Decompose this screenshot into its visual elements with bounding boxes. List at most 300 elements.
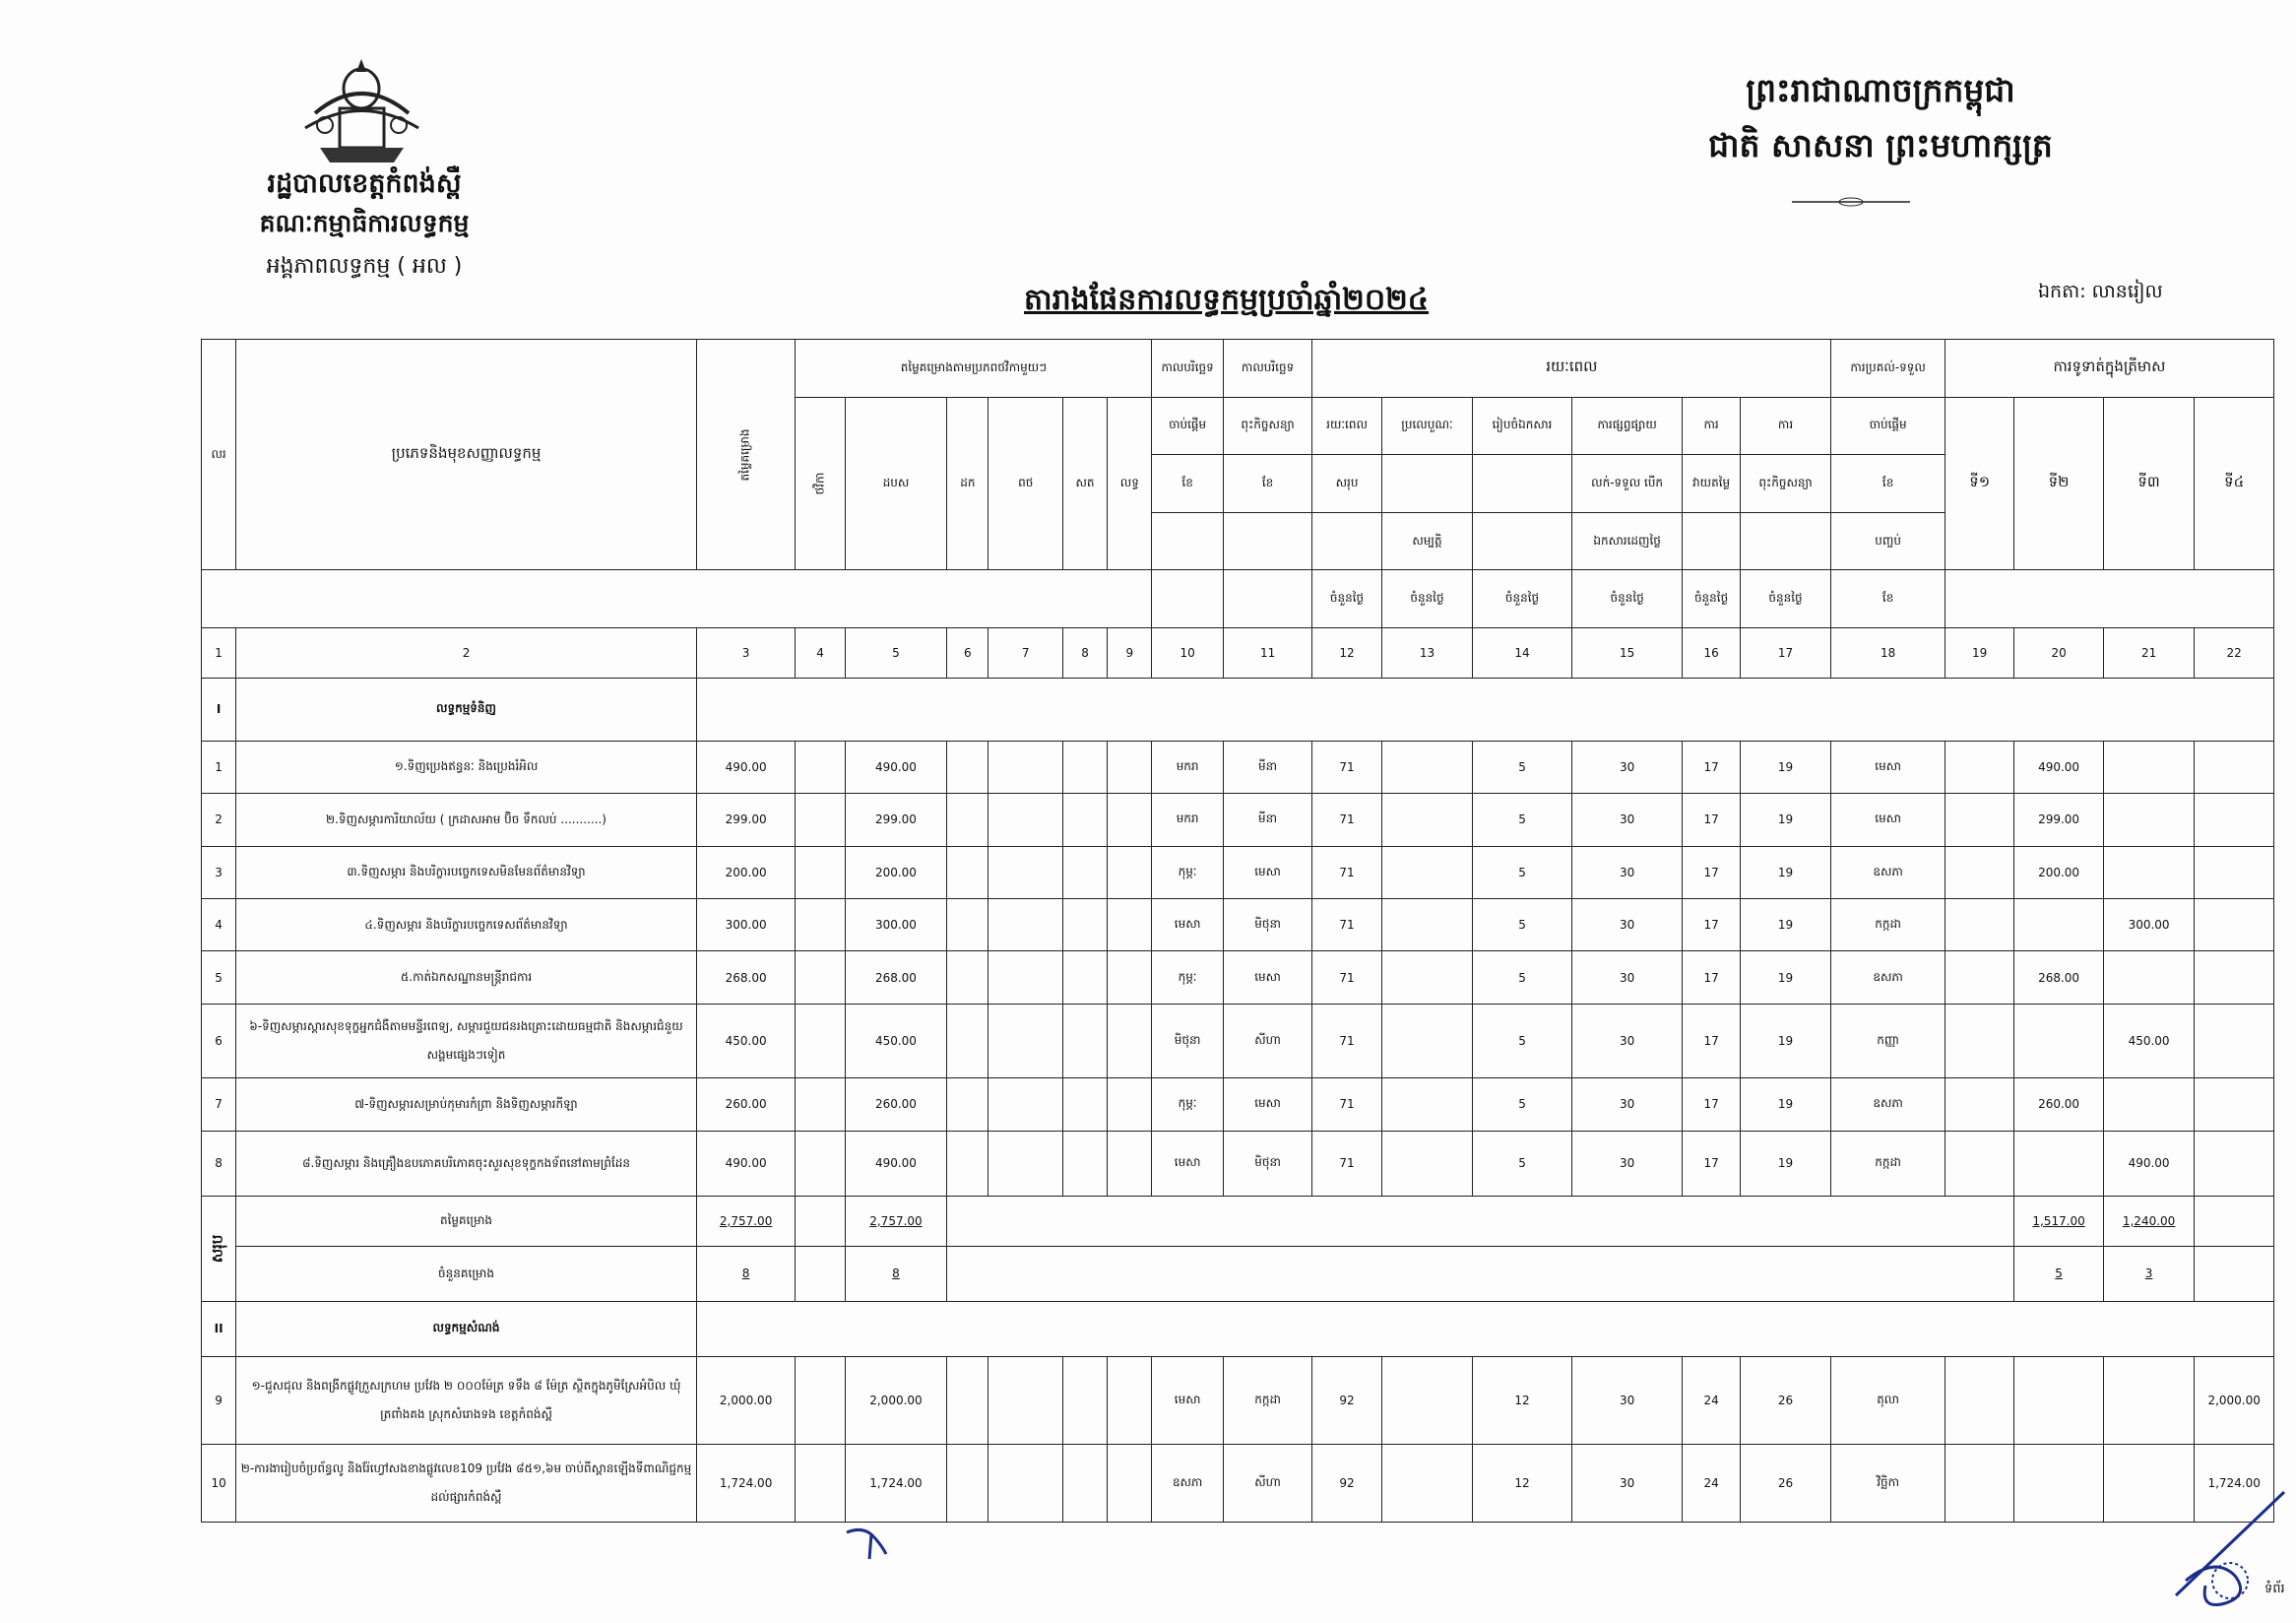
row-src3: [989, 951, 1062, 1004]
row-q3: [2103, 741, 2195, 793]
row-days-doc: 5: [1473, 1131, 1572, 1196]
row-src2: [947, 951, 989, 1004]
row-q4: [2195, 1078, 2274, 1131]
header-d-prep-empty: [1381, 455, 1473, 513]
header-d-announce: ការផ្សព្វផ្សាយ: [1571, 397, 1683, 455]
row-days-announce: 30: [1571, 951, 1683, 1004]
count-q2-value: 5: [2014, 1246, 2104, 1301]
header-source-group: តម្លៃគម្រោងតាមប្រភពថវិកាមួយៗ: [796, 340, 1152, 398]
row-budget: [796, 899, 845, 951]
stamp-text: ទំព័រ: [2264, 1582, 2285, 1596]
row-days-eval: 17: [1683, 1131, 1740, 1196]
row-days-doc: 5: [1473, 794, 1572, 846]
header-handover-sub: ចាប់ផ្តើម: [1831, 397, 1945, 455]
row-q1: [1945, 1004, 2013, 1077]
row-end-month: មិថុនា: [1223, 899, 1312, 951]
header-row-1: [202, 340, 2274, 398]
row-name: ៤.ទិញសម្ភារ និងបរិក្ខារបច្ចេកទេសព័ត៌មានវិទ្យា: [236, 899, 697, 951]
row-src3: [989, 1356, 1062, 1444]
row-days-13: [1381, 1004, 1473, 1077]
row-q4: [2195, 951, 2274, 1004]
header-end-sub: ពុះកិច្ចសន្យា: [1223, 397, 1312, 455]
total-q2-value: 1,517.00: [2014, 1196, 2104, 1246]
row-days-eval: 24: [1683, 1445, 1740, 1523]
header-d-eval: ការ: [1683, 397, 1740, 455]
row-source-value: 300.00: [845, 899, 947, 951]
row-days-eval: 24: [1683, 1356, 1740, 1444]
row-src5: [1108, 899, 1152, 951]
count-src-value: 8: [845, 1246, 947, 1301]
row-q3: [2103, 794, 2195, 846]
row-src4: [1062, 1356, 1107, 1444]
row-q4: [2195, 899, 2274, 951]
header-d17-empty: [1740, 512, 1831, 570]
row-cost: 268.00: [696, 951, 796, 1004]
row-days-13: [1381, 1356, 1473, 1444]
row-budget: [796, 741, 845, 793]
header-d-prep-sub: សម្បត្តិ: [1381, 512, 1473, 570]
row-days-announce: 30: [1571, 741, 1683, 793]
row-cost: 490.00: [696, 1131, 796, 1196]
row-q3: 300.00: [2103, 899, 2195, 951]
cc-blank-22: [2195, 1246, 2274, 1301]
row-q1: [1945, 951, 2013, 1004]
row-src4: [1062, 794, 1107, 846]
header-handover-month-2: ខែ: [1831, 570, 1945, 628]
header-d-doc-empty: [1473, 455, 1572, 513]
row-src3: [989, 1445, 1062, 1523]
header-d11-blank: [1223, 570, 1312, 628]
header-start-empty: [1152, 512, 1223, 570]
row-q3: [2103, 1356, 2195, 1444]
row-days-doc: 5: [1473, 951, 1572, 1004]
row-days-13: [1381, 741, 1473, 793]
section-1-rows: [202, 741, 2274, 1196]
header-d-eval-sub: វាយតម្លៃ: [1683, 455, 1740, 513]
row-days-contract: 19: [1740, 741, 1831, 793]
column-number: 18: [1831, 627, 1945, 678]
divider-ornament: [1792, 195, 1910, 209]
column-number: 4: [796, 627, 845, 678]
row-src3: [989, 899, 1062, 951]
row-budget: [796, 1004, 845, 1077]
table-row: [202, 1131, 2274, 1196]
row-days-total: 71: [1312, 951, 1381, 1004]
row-days-eval: 17: [1683, 794, 1740, 846]
row-days-contract: 19: [1740, 1078, 1831, 1131]
row-q1: [1945, 899, 2013, 951]
header-cost: តម្លៃគម្រោង: [696, 340, 796, 570]
row-q4: 2,000.00: [2195, 1356, 2274, 1444]
row-days-doc: 12: [1473, 1445, 1572, 1523]
column-number: 10: [1152, 627, 1223, 678]
row-days-13: [1381, 794, 1473, 846]
row-handover-month: ឧសភា: [1831, 846, 1945, 898]
row-days-announce: 30: [1571, 1356, 1683, 1444]
header-d-contract-sub: ពុះកិច្ចសន្យា: [1740, 455, 1831, 513]
header-quarter-group: ការទូទាត់ក្នុងត្រីមាស: [1945, 340, 2273, 398]
row-days-total: 71: [1312, 1078, 1381, 1131]
row-cost: 1,724.00: [696, 1445, 796, 1523]
unit-label: ឯកតា: លានរៀល: [2038, 281, 2163, 302]
row-days-13: [1381, 1445, 1473, 1523]
header-row-5: [202, 570, 2274, 628]
row-q3: 450.00: [2103, 1004, 2195, 1077]
row-q2: 200.00: [2014, 846, 2104, 898]
row-src5: [1108, 1131, 1152, 1196]
row-src4: [1062, 899, 1107, 951]
row-number: 8: [202, 1131, 236, 1196]
row-q2: [2014, 1004, 2104, 1077]
row-end-month: កក្កដា: [1223, 1356, 1312, 1444]
header-left-line1: រដ្ឋបាលខេត្តកំពង់ស្ពឺ: [267, 168, 462, 199]
row-number: 3: [202, 846, 236, 898]
row-src5: [1108, 1078, 1152, 1131]
row-src4: [1062, 1445, 1107, 1523]
row-budget: [796, 1078, 845, 1131]
row-src3: [989, 741, 1062, 793]
header-src-4: សត: [1062, 397, 1107, 570]
row-src5: [1108, 1004, 1152, 1077]
table-row: [202, 899, 2274, 951]
row-q2: 268.00: [2014, 951, 2104, 1004]
row-end-month: សីហា: [1223, 1004, 1312, 1077]
row-q1: [1945, 1078, 2013, 1131]
row-cost: 299.00: [696, 794, 796, 846]
header-q4: ទី៤: [2195, 397, 2274, 570]
row-q3: 490.00: [2103, 1131, 2195, 1196]
row-days-contract: 19: [1740, 794, 1831, 846]
row-q4: [2195, 794, 2274, 846]
header-src-budget: ថវិកា: [796, 397, 845, 570]
header-start-month: ខែ: [1152, 455, 1223, 513]
row-number: 4: [202, 899, 236, 951]
row-days-doc: 5: [1473, 1004, 1572, 1077]
row-cost: 490.00: [696, 741, 796, 793]
row-q1: [1945, 1445, 2013, 1523]
row-name: ៥.កាត់ឯកសណ្ឋានមន្ត្រីរាជការ: [236, 951, 697, 1004]
header-handover-end: បញ្ចប់: [1831, 512, 1945, 570]
column-number: 3: [696, 627, 796, 678]
table-row: [202, 1356, 2274, 1444]
royal-emblem-logo: [295, 54, 428, 172]
row-name: ១-ជួសជុល និងពង្រីកផ្លូវក្រួសក្រហម ប្រវែង ២ ០០០ម៉ែត្រ ទទឹង ៨ ម៉ែត្រ ស្ថិតក្នុងភូមិស្រែអំបិល ឃុំត្រពាំងគង ស្រុកសំរោងទង ខេត្តកំពង់ស្ពឺ: [236, 1356, 697, 1444]
row-days-13: [1381, 1131, 1473, 1196]
row-start-month: កុម្ភៈ: [1152, 846, 1223, 898]
total-cost-value: 2,757.00: [696, 1196, 796, 1246]
row-handover-month: កញ្ញា: [1831, 1004, 1945, 1077]
row-days-contract: 26: [1740, 1445, 1831, 1523]
row-handover-month: ឧសភា: [1831, 951, 1945, 1004]
row-handover-month: មេសា: [1831, 794, 1945, 846]
header-duration-group: រយៈពេល: [1312, 340, 1831, 398]
row-source-value: 490.00: [845, 741, 947, 793]
row-start-month: កុម្ភៈ: [1152, 951, 1223, 1004]
row-q1: [1945, 846, 2013, 898]
section-2-header: [202, 1301, 2274, 1356]
section-1-title: លទ្ធកម្មទំនិញ: [236, 678, 697, 741]
row-start-month: ឧសភា: [1152, 1445, 1223, 1523]
row-q3: [2103, 951, 2195, 1004]
row-days-contract: 19: [1740, 1004, 1831, 1077]
header-right-line1: ព្រះរាជាណាចក្រកម្ពុជា: [1746, 71, 2015, 109]
row-days-total: 71: [1312, 1004, 1381, 1077]
row-q1: [1945, 794, 2013, 846]
row-q4: [2195, 1004, 2274, 1077]
header-src-1: ដបស: [845, 397, 947, 570]
header-d-doc: រៀបចំឯកសារ: [1473, 397, 1572, 455]
row-q2: 260.00: [2014, 1078, 2104, 1131]
header-d10-blank: [1152, 570, 1223, 628]
row-q2: [2014, 1131, 2104, 1196]
row-cost: 450.00: [696, 1004, 796, 1077]
row-source-value: 490.00: [845, 1131, 947, 1196]
header-q2: ទី២: [2014, 397, 2104, 570]
row-q2: [2014, 1356, 2104, 1444]
row-q1: [1945, 1131, 2013, 1196]
header-spacer: [202, 570, 1152, 628]
row-days-total: 92: [1312, 1356, 1381, 1444]
row-name: ៣.ទិញសម្ភារ និងបរិក្ខារបច្ចេកទេសមិនមែនព័ត៌មានវិទ្យា: [236, 846, 697, 898]
row-handover-month: កក្កដា: [1831, 899, 1945, 951]
column-number: 7: [989, 627, 1062, 678]
column-number: 8: [1062, 627, 1107, 678]
row-src4: [1062, 951, 1107, 1004]
row-src4: [1062, 846, 1107, 898]
row-days-total: 71: [1312, 846, 1381, 898]
row-q4: [2195, 1131, 2274, 1196]
row-q1: [1945, 1356, 2013, 1444]
header-src-3: ពថ: [989, 397, 1062, 570]
column-number: 22: [2195, 627, 2274, 678]
header-no: លរ: [202, 340, 236, 570]
row-q4: [2195, 846, 2274, 898]
row-days-announce: 30: [1571, 1004, 1683, 1077]
row-src2: [947, 1131, 989, 1196]
row-days-13: [1381, 1078, 1473, 1131]
row-days-eval: 17: [1683, 1004, 1740, 1077]
column-number: 17: [1740, 627, 1831, 678]
row-number: 7: [202, 1078, 236, 1131]
section-1-header: [202, 678, 2274, 741]
row-name: ២.ទិញសម្ភារការិយាល័យ ( ក្រដាសអាម ប៊ិច ទឹកលប់ ...........): [236, 794, 697, 846]
row-days-doc: 5: [1473, 846, 1572, 898]
row-name: ៨.ទិញសម្ភារ និងគ្រឿងឧបភោគបរិភោគចុះសួរសុខទុក្ខកងទ័ពនៅតាមព្រំដែន: [236, 1131, 697, 1196]
row-src3: [989, 1004, 1062, 1077]
row-q3: [2103, 1078, 2195, 1131]
table-row: [202, 741, 2274, 793]
row-handover-month: តុលា: [1831, 1356, 1945, 1444]
row-src5: [1108, 1356, 1152, 1444]
header-left-line3: អង្គភាពលទ្ធកម្ម ( អល ): [266, 254, 463, 279]
section-1-blank: [696, 678, 2273, 741]
cc-blank-4: [796, 1246, 845, 1301]
row-budget: [796, 1356, 845, 1444]
count-label: ចំនួនគម្រោង: [236, 1246, 697, 1301]
row-src4: [1062, 1131, 1107, 1196]
row-handover-month: វិច្ឆិកា: [1831, 1445, 1945, 1523]
section-2-title: លទ្ធកម្មសំណង់: [236, 1301, 697, 1356]
header-src-2: ដក: [947, 397, 989, 570]
row-days-announce: 30: [1571, 1131, 1683, 1196]
table-row: [202, 1078, 2274, 1131]
row-days-announce: 30: [1571, 846, 1683, 898]
row-cost: 2,000.00: [696, 1356, 796, 1444]
tc-blank-22: [2195, 1196, 2274, 1246]
row-name: ១.ទិញប្រេងឥន្ធនៈ និងប្រេងរំអិល: [236, 741, 697, 793]
column-number: 12: [1312, 627, 1381, 678]
row-source-value: 299.00: [845, 794, 947, 846]
header-d-contract: ការ: [1740, 397, 1831, 455]
header-end-group: កាលបរិច្ឆេទ: [1223, 340, 1312, 398]
row-src2: [947, 1445, 989, 1523]
row-days-total: 71: [1312, 899, 1381, 951]
row-days-13: [1381, 951, 1473, 1004]
row-src5: [1108, 794, 1152, 846]
row-number: 5: [202, 951, 236, 1004]
row-start-month: មេសា: [1152, 1131, 1223, 1196]
row-source-value: 450.00: [845, 1004, 947, 1077]
header-days-13: ចំនួនថ្ងៃ: [1381, 570, 1473, 628]
row-src2: [947, 899, 989, 951]
procurement-plan-table: [201, 339, 2274, 1523]
row-src3: [989, 794, 1062, 846]
row-days-13: [1381, 846, 1473, 898]
row-days-announce: 30: [1571, 899, 1683, 951]
row-handover-month: មេសា: [1831, 741, 1945, 793]
row-budget: [796, 951, 845, 1004]
row-src2: [947, 1004, 989, 1077]
row-q4: [2195, 741, 2274, 793]
row-end-month: មេសា: [1223, 846, 1312, 898]
row-src5: [1108, 951, 1152, 1004]
row-days-total: 71: [1312, 1131, 1381, 1196]
section-1-total-cost-row: [202, 1196, 2274, 1246]
header-days-12: ចំនួនថ្ងៃ: [1312, 570, 1381, 628]
section-1-roman: I: [202, 678, 236, 741]
header-q1: ទី១: [1945, 397, 2013, 570]
row-days-doc: 5: [1473, 741, 1572, 793]
row-name: ៦-ទិញសម្ភារស្តារសុខទុក្ខអ្នកជំងឺតាមមន្ទីរពេទ្យ, សម្ភារជួយជនរងគ្រោះដោយធម្មជាតិ និងសម្ភារជំនួយសង្គមផ្សេងៗទៀត: [236, 1004, 697, 1077]
row-days-announce: 30: [1571, 1078, 1683, 1131]
header-left-line2: គណៈកម្មាធិការលទ្ធកម្ម: [259, 209, 470, 237]
row-end-month: មីនា: [1223, 741, 1312, 793]
row-q2: [2014, 899, 2104, 951]
row-days-eval: 17: [1683, 899, 1740, 951]
header-end-empty: [1223, 512, 1312, 570]
row-days-eval: 17: [1683, 1078, 1740, 1131]
row-days-contract: 19: [1740, 951, 1831, 1004]
row-days-doc: 5: [1473, 1078, 1572, 1131]
header-d-total: រយៈពេល: [1312, 397, 1381, 455]
header-quarter-spacer: [1945, 570, 2273, 628]
row-days-contract: 19: [1740, 899, 1831, 951]
row-end-month: មេសា: [1223, 1078, 1312, 1131]
row-days-contract: 26: [1740, 1356, 1831, 1444]
total-q3-value: 1,240.00: [2103, 1196, 2195, 1246]
count-cost-value: 8: [696, 1246, 796, 1301]
row-number: 1: [202, 741, 236, 793]
table-row: [202, 794, 2274, 846]
row-src5: [1108, 1445, 1152, 1523]
column-number: 19: [1945, 627, 2013, 678]
column-number: 11: [1223, 627, 1312, 678]
column-number: 2: [236, 627, 697, 678]
row-days-announce: 30: [1571, 794, 1683, 846]
row-source-value: 200.00: [845, 846, 947, 898]
header-d-announce-sub2: ឯកសារដេញថ្លៃ: [1571, 512, 1683, 570]
row-name: ៧-ទិញសម្ភារសម្រាប់កុមារកំព្រា និងទិញសម្ភារកីឡា: [236, 1078, 697, 1131]
row-src2: [947, 794, 989, 846]
row-start-month: មិថុនា: [1152, 1004, 1223, 1077]
header-end-month: ខែ: [1223, 455, 1312, 513]
column-number: 1: [202, 627, 236, 678]
header-d-total-sub: សរុប: [1312, 455, 1381, 513]
row-cost: 300.00: [696, 899, 796, 951]
section-2-rows: [202, 1356, 2274, 1522]
row-cost: 260.00: [696, 1078, 796, 1131]
row-days-total: 71: [1312, 794, 1381, 846]
row-budget: [796, 1445, 845, 1523]
row-days-doc: 12: [1473, 1356, 1572, 1444]
header-days-16: ចំនួនថ្ងៃ: [1683, 570, 1740, 628]
row-end-month: សីហា: [1223, 1445, 1312, 1523]
table-row: [202, 1004, 2274, 1077]
page-title: តារាងផែនការលទ្ធកម្មប្រចាំឆ្នាំ២០២៤: [1024, 283, 1430, 317]
column-number-row: [202, 627, 2274, 678]
cc-blank-mid: [947, 1246, 2014, 1301]
header-days-14: ចំនួនថ្ងៃ: [1473, 570, 1572, 628]
row-q2: [2014, 1445, 2104, 1523]
row-days-eval: 17: [1683, 741, 1740, 793]
row-src2: [947, 1078, 989, 1131]
header-type-name: ប្រភេទនិងមុខសញ្ញាលទ្ធកម្ម: [236, 340, 697, 570]
column-number: 16: [1683, 627, 1740, 678]
row-name: ២-ការងារៀបចំប្រព័ន្ធលូ និងរ៉ែហ្វៅសងខាងផ្លូវលេខ109 ប្រវែង ៨៥១,៦ម ចាប់ពីស្ពានឡើងទីពាណិជ្ជកម្ម ដល់ផ្សារកំពង់ស្ពឺ: [236, 1445, 697, 1523]
header-d12-empty: [1312, 512, 1381, 570]
header-src-5: លទ្ធ: [1108, 397, 1152, 570]
table-row: [202, 951, 2274, 1004]
row-source-value: 2,000.00: [845, 1356, 947, 1444]
section-2-roman: II: [202, 1301, 236, 1356]
row-q1: [1945, 741, 2013, 793]
header-days-15: ចំនួនថ្ងៃ: [1571, 570, 1683, 628]
row-number: 9: [202, 1356, 236, 1444]
total-label-cell: សរុប: [202, 1196, 236, 1301]
row-handover-month: កក្កដា: [1831, 1131, 1945, 1196]
row-days-eval: 17: [1683, 846, 1740, 898]
row-src4: [1062, 1004, 1107, 1077]
row-days-total: 71: [1312, 741, 1381, 793]
row-src3: [989, 1131, 1062, 1196]
row-src4: [1062, 1078, 1107, 1131]
row-days-contract: 19: [1740, 1131, 1831, 1196]
row-end-month: មេសា: [1223, 951, 1312, 1004]
row-source-value: 1,724.00: [845, 1445, 947, 1523]
header-d-prep: ប្រលេបួណៈ: [1381, 397, 1473, 455]
header-d14-empty: [1473, 512, 1572, 570]
row-budget: [796, 1131, 845, 1196]
header-start-sub: ចាប់ផ្តើម: [1152, 397, 1223, 455]
table-row: [202, 846, 2274, 898]
column-number: 13: [1381, 627, 1473, 678]
row-src5: [1108, 741, 1152, 793]
count-q3-value: 3: [2103, 1246, 2195, 1301]
row-end-month: មិថុនា: [1223, 1131, 1312, 1196]
column-number: 5: [845, 627, 947, 678]
row-cost: 200.00: [696, 846, 796, 898]
tc-blank-4: [796, 1196, 845, 1246]
